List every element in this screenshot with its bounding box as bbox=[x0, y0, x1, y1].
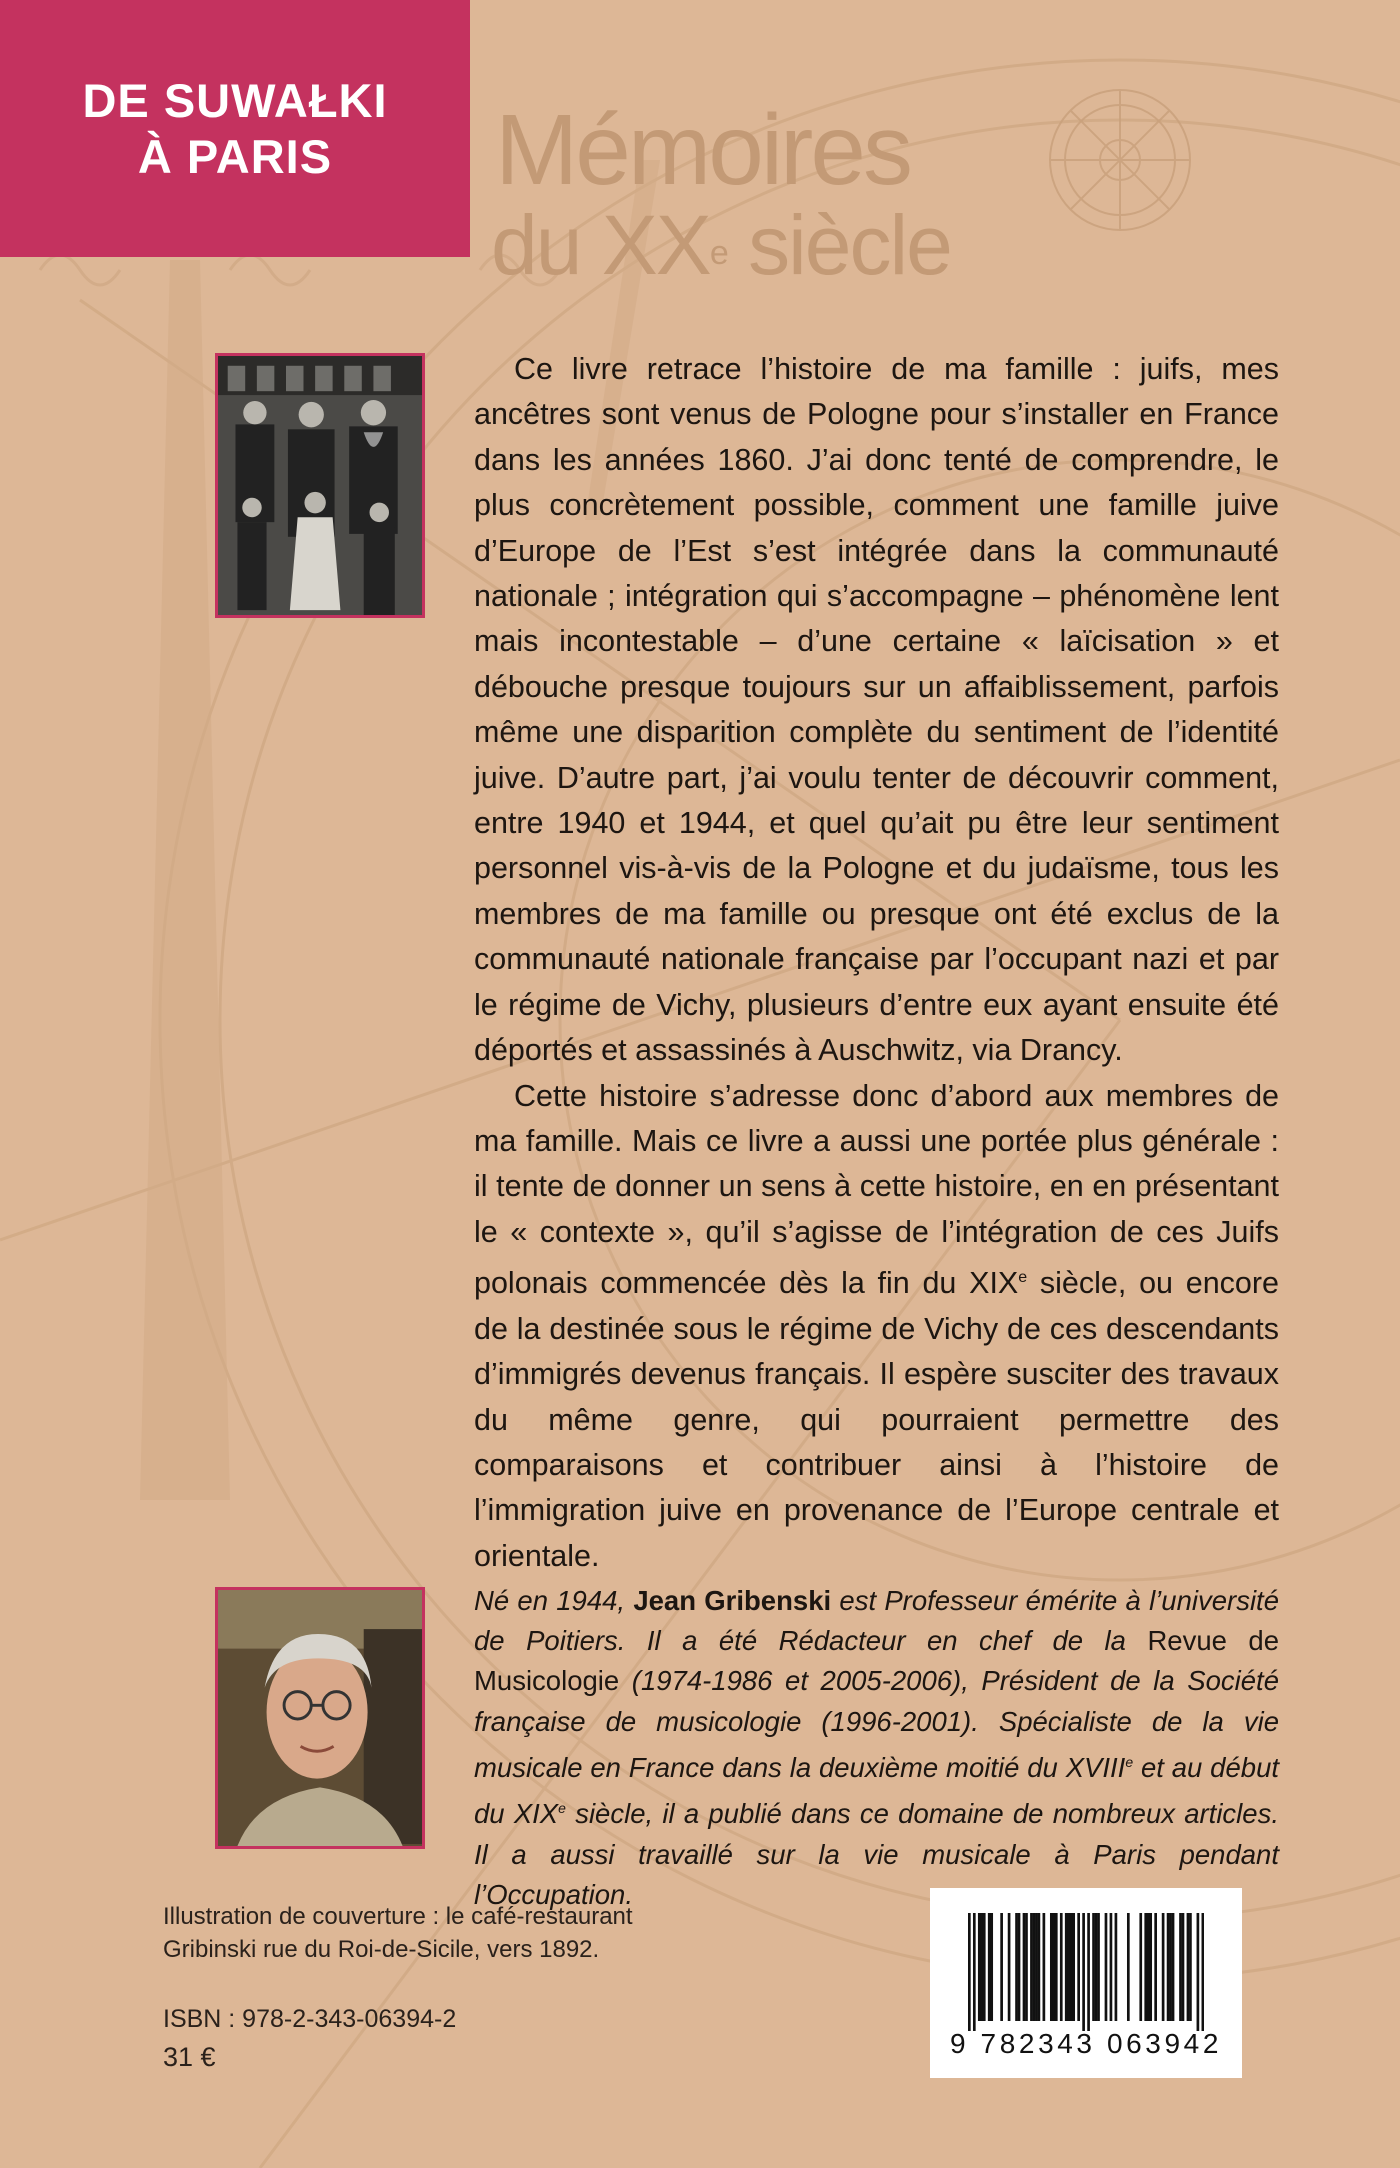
barcode-bar bbox=[1144, 1913, 1147, 2021]
barcode-bar bbox=[1189, 1913, 1192, 2021]
barcode-bar bbox=[1115, 1913, 1118, 2021]
series-line2 bbox=[491, 200, 951, 290]
barcode-bar bbox=[1162, 1913, 1165, 2021]
book-title-line1: DE SUWAŁKI bbox=[82, 73, 388, 127]
barcode-bar bbox=[988, 1913, 991, 2021]
barcode-bar bbox=[1055, 1913, 1058, 2021]
isbn: ISBN : 978-2-343-06394-2 bbox=[163, 2005, 457, 2033]
barcode-bar bbox=[1172, 1913, 1175, 2021]
barcode-bar bbox=[1097, 1913, 1100, 2021]
barcode-bar bbox=[1033, 1913, 1036, 2021]
bio-t3: (1974-1986 et 2005-2006), Président de la Société française de musicologie (1996-2001). Spécialiste de la vie musicale en France dans la deuxième moitié du XVIII bbox=[474, 1665, 1279, 1783]
journal-name: Revue de Musicologie bbox=[474, 1625, 1279, 1697]
description-p2-part-a: Cette histoire s’adresse donc d’abord aux membres de ma famille. Mais ce livre a aussi une portée plus générale : il tente de donner un sens à cette histoire, en en présentant le « contexte », qu’il s’agisse de l’intégration de ces Juifs polonais commencée dès la fin du XIX bbox=[474, 1078, 1279, 1301]
barcode-bar bbox=[973, 1913, 976, 2031]
barcode-bar bbox=[1025, 1913, 1028, 2021]
barcode-bar bbox=[1182, 1913, 1185, 2021]
barcode-bar bbox=[968, 1913, 971, 2031]
barcode-bar bbox=[1139, 1913, 1142, 2021]
barcode-bar bbox=[1167, 1913, 1170, 2021]
barcode-bar bbox=[1169, 1913, 1172, 2021]
family-photo bbox=[215, 353, 425, 618]
barcode bbox=[930, 1888, 1242, 2078]
barcode-bar bbox=[1023, 1913, 1026, 2021]
barcode-bar bbox=[978, 1913, 981, 2021]
bio-t5: siècle, il a publié dans ce domaine de nombreux articles. Il a aussi travaillé sur la vie musicale à Paris pendant l’Occupation. bbox=[474, 1798, 1279, 1910]
author-name: Jean Gribenski bbox=[633, 1585, 832, 1616]
barcode-bar bbox=[1087, 1913, 1090, 2031]
series-line2-sup: e bbox=[709, 234, 727, 272]
book-title-line2: À PARIS bbox=[137, 129, 333, 183]
barcode-bar bbox=[990, 1913, 993, 2021]
barcode-digits: 9 782343 063942 bbox=[950, 2028, 1222, 2059]
barcode-bar bbox=[1147, 1913, 1150, 2021]
barcode-bar bbox=[1052, 1913, 1055, 2021]
barcode-bar bbox=[1030, 1913, 1033, 2021]
barcode-bar bbox=[1127, 1913, 1130, 2021]
barcode-bar bbox=[1197, 1913, 1200, 2031]
book-description bbox=[474, 347, 1279, 1579]
barcode-bar bbox=[1015, 1913, 1018, 2021]
barcode-bar bbox=[1067, 1913, 1070, 2021]
series-line2-prefix: du XX bbox=[491, 198, 710, 292]
barcode-bar bbox=[1105, 1913, 1108, 2021]
series-line2-suffix: siècle bbox=[726, 198, 951, 292]
title-block bbox=[0, 0, 470, 257]
barcode-bar bbox=[1070, 1913, 1073, 2021]
bio-t1: Né en 1944, bbox=[474, 1585, 634, 1616]
series-title bbox=[491, 94, 951, 292]
barcode-bar bbox=[1043, 1913, 1046, 2021]
description-p2-part-b: siècle, ou encore de la destinée sous le régime de Vichy de ces descendants d’immigrés devenus français. Il espère susciter des travaux du même genre, qui pourraient permettre des comparaisons et contribuer ainsi à l’histoire de l’immigration juive en provenance de l’Europe centrale et orientale. bbox=[474, 1266, 1279, 1573]
barcode-bar bbox=[1154, 1913, 1157, 2021]
barcode-bar bbox=[1018, 1913, 1021, 2021]
description-paragraph-1: Ce livre retrace l’histoire de ma famille : juifs, mes ancêtres sont venus de Pologne pour s’installer en France dans les années 1860. J’ai donc tenté de comprendre, le plus concrètement possible, comment une famille juive d’Europe de l’Est s’est intégrée dans la communauté nationale ; intégration qui s’accompagne – phénomène lent mais incontestable – d’une certaine « laïcisation » et débouche presque toujours sur un affaiblissement, parfois même une disparition complète du sentiment de l’identité juive. D’autre part, j’ai voulu tenter de découvrir comment, entre 1940 et 1944, et quel qu’ait pu être leur sentiment personnel vis-à-vis de la Pologne et du judaïsme, tous les membres de ma famille ou presque ont été exclus de la communauté nationale française par l’occupant nazi et par le régime de Vichy, plusieurs d’entre eux ayant ensuite été déportés et assassinés à Auschwitz, via Drancy. bbox=[474, 352, 1279, 1068]
barcode-bar bbox=[1202, 1913, 1204, 2031]
barcode-bar bbox=[1035, 1913, 1038, 2021]
price: 31 € bbox=[163, 2042, 216, 2072]
bio-sup2: e bbox=[558, 1800, 566, 1817]
barcode-bar bbox=[1179, 1913, 1182, 2021]
barcode-bar bbox=[1110, 1913, 1113, 2021]
series-line1: Mémoires bbox=[495, 94, 910, 206]
cover-illustration-credit bbox=[163, 1900, 683, 1966]
bio-sup1: e bbox=[1125, 1753, 1134, 1770]
barcode-bar bbox=[1065, 1913, 1068, 2021]
barcode-bar bbox=[1072, 1913, 1075, 2021]
barcode-bar bbox=[1187, 1913, 1190, 2021]
credit-line1: Illustration de couverture : le café-restaurant bbox=[163, 1903, 633, 1930]
barcode-bar bbox=[980, 1913, 983, 2021]
barcode-bar bbox=[1038, 1913, 1041, 2021]
bio-t2: est Professeur émérite à l’université de Poitiers. Il a été Rédacteur en chef de la bbox=[474, 1585, 1279, 1657]
credit-line2: Gribinski rue du Roi-de-Sicile, vers 1892. bbox=[163, 1936, 600, 1963]
bio-t4: et au début du XIX bbox=[474, 1751, 1279, 1830]
author-photo bbox=[215, 1587, 425, 1849]
barcode-bar bbox=[1149, 1913, 1152, 2021]
description-p2-sup: e bbox=[1018, 1269, 1028, 1287]
barcode-bar bbox=[1082, 1913, 1085, 2031]
barcode-bar bbox=[1077, 1913, 1080, 2021]
barcode-bar bbox=[1050, 1913, 1053, 2021]
barcode-bar bbox=[983, 1913, 986, 2021]
author-bio bbox=[474, 1581, 1279, 1915]
barcode-bar bbox=[1092, 1913, 1095, 2021]
description-paragraph-2 bbox=[474, 1074, 1279, 1580]
barcode-bars bbox=[968, 1913, 1204, 2031]
barcode-bar bbox=[1095, 1913, 1098, 2021]
barcode-bar bbox=[1060, 1913, 1063, 2021]
barcode-bar bbox=[1000, 1913, 1003, 2021]
barcode-bar bbox=[1008, 1913, 1011, 2021]
